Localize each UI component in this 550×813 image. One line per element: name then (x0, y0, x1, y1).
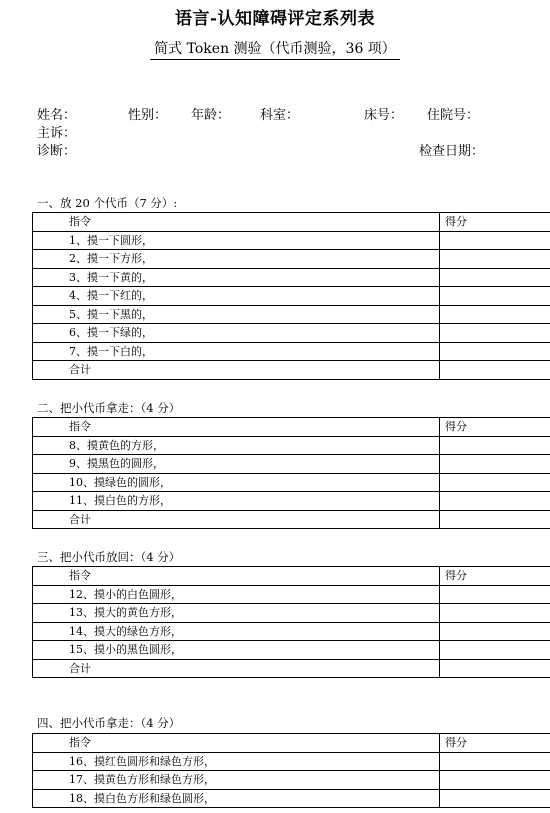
instruction-header: 指令 (33, 213, 440, 232)
score-cell[interactable] (440, 268, 550, 287)
section-1-table (32, 212, 550, 380)
total-score-cell[interactable] (440, 659, 550, 678)
total-score-cell[interactable] (440, 361, 550, 380)
table-row (33, 641, 550, 660)
table-row (33, 604, 550, 623)
table-header-row (33, 418, 550, 437)
score-cell[interactable] (440, 305, 550, 324)
subtitle-wrapper (0, 38, 550, 60)
table-row (33, 436, 550, 455)
table-row (33, 287, 550, 306)
instruction-cell: 10、摸绿色的圆形， (33, 473, 440, 492)
section-2-table (32, 417, 550, 529)
table-header-row (33, 213, 550, 232)
instruction-cell: 3、摸一下黄的， (33, 268, 440, 287)
table-row (33, 789, 550, 808)
instruction-cell: 11、摸白色的方形， (33, 492, 440, 511)
department-label: 科室： (260, 108, 300, 123)
score-cell[interactable] (440, 250, 550, 269)
score-header: 得分 (440, 213, 550, 232)
instruction-cell: 9、摸黑色的圆形， (33, 455, 440, 474)
total-row (33, 510, 550, 529)
total-row (33, 361, 550, 380)
score-cell[interactable] (440, 342, 550, 361)
score-cell[interactable] (440, 324, 550, 343)
table-row (33, 771, 550, 790)
table-row (33, 305, 550, 324)
score-header: 得分 (440, 567, 550, 586)
instruction-cell: 13、摸大的黄色方形， (33, 604, 440, 623)
section-3-table (32, 566, 550, 678)
name-label: 姓名： (37, 108, 77, 123)
instruction-cell: 14、摸大的绿色方形， (33, 622, 440, 641)
complaint-label: 主诉： (37, 126, 77, 141)
table-row (33, 492, 550, 511)
table-header-row (33, 734, 550, 753)
instruction-header: 指令 (33, 418, 440, 437)
score-cell[interactable] (440, 287, 550, 306)
instruction-cell: 18、摸白色方形和绿色圆形， (33, 789, 440, 808)
total-label: 合计 (33, 361, 440, 380)
score-cell[interactable] (440, 473, 550, 492)
instruction-cell: 1、摸一下圆形， (33, 231, 440, 250)
section-4-table (32, 733, 550, 808)
table-row (33, 342, 550, 361)
table-row (33, 752, 550, 771)
table-row (33, 455, 550, 474)
total-label: 合计 (33, 510, 440, 529)
score-cell[interactable] (440, 771, 550, 790)
score-cell[interactable] (440, 585, 550, 604)
table-row (33, 231, 550, 250)
instruction-cell: 2、摸一下方形， (33, 250, 440, 269)
score-cell[interactable] (440, 641, 550, 660)
section-4-label: 四、把小代币拿走：（4 分） (37, 716, 181, 730)
total-row (33, 659, 550, 678)
score-cell[interactable] (440, 789, 550, 808)
table-row (33, 250, 550, 269)
instruction-cell: 5、摸一下黑的， (33, 305, 440, 324)
patient-info-row-3 (37, 140, 527, 158)
score-header: 得分 (440, 734, 550, 753)
patient-info-row-2 (37, 122, 527, 140)
score-cell[interactable] (440, 492, 550, 511)
exam-date-label: 检查日期： (419, 144, 485, 159)
admission-no-label: 住院号： (427, 108, 480, 123)
total-score-cell[interactable] (440, 510, 550, 529)
gender-label: 性别： (128, 108, 168, 123)
diagnosis-label: 诊断： (37, 144, 77, 159)
age-label: 年龄： (191, 108, 231, 123)
table-row (33, 585, 550, 604)
score-cell[interactable] (440, 455, 550, 474)
instruction-cell: 4、摸一下红的， (33, 287, 440, 306)
section-3-label: 三、把小代币放回：（4 分） (37, 550, 181, 564)
instruction-header: 指令 (33, 734, 440, 753)
instruction-cell: 6、摸一下绿的， (33, 324, 440, 343)
patient-info-row-1 (37, 104, 527, 122)
score-cell[interactable] (440, 231, 550, 250)
instruction-cell: 12、摸小的白色圆形， (33, 585, 440, 604)
section-2-label: 二、把小代币拿走：（4 分） (37, 401, 181, 415)
score-cell[interactable] (440, 622, 550, 641)
score-header: 得分 (440, 418, 550, 437)
section-1-label: 一、放 20 个代币（7 分）: (37, 196, 178, 210)
instruction-cell: 17、摸黄色方形和绿色方形， (33, 771, 440, 790)
instruction-header: 指令 (33, 567, 440, 586)
page-subtitle: 简式 Token 测验（代币测验，36 项） (150, 38, 400, 60)
table-row (33, 622, 550, 641)
score-cell[interactable] (440, 436, 550, 455)
bed-label: 床号： (364, 108, 404, 123)
score-cell[interactable] (440, 604, 550, 623)
total-label: 合计 (33, 659, 440, 678)
table-row (33, 324, 550, 343)
table-row (33, 268, 550, 287)
instruction-cell: 16、摸红色圆形和绿色方形， (33, 752, 440, 771)
page-title: 语言-认知障碍评定系列表 (174, 9, 376, 29)
table-row (33, 473, 550, 492)
instruction-cell: 8、摸黄色的方形， (33, 436, 440, 455)
score-cell[interactable] (440, 752, 550, 771)
instruction-cell: 15、摸小的黑色圆形， (33, 641, 440, 660)
instruction-cell: 7、摸一下白的， (33, 342, 440, 361)
table-header-row (33, 567, 550, 586)
